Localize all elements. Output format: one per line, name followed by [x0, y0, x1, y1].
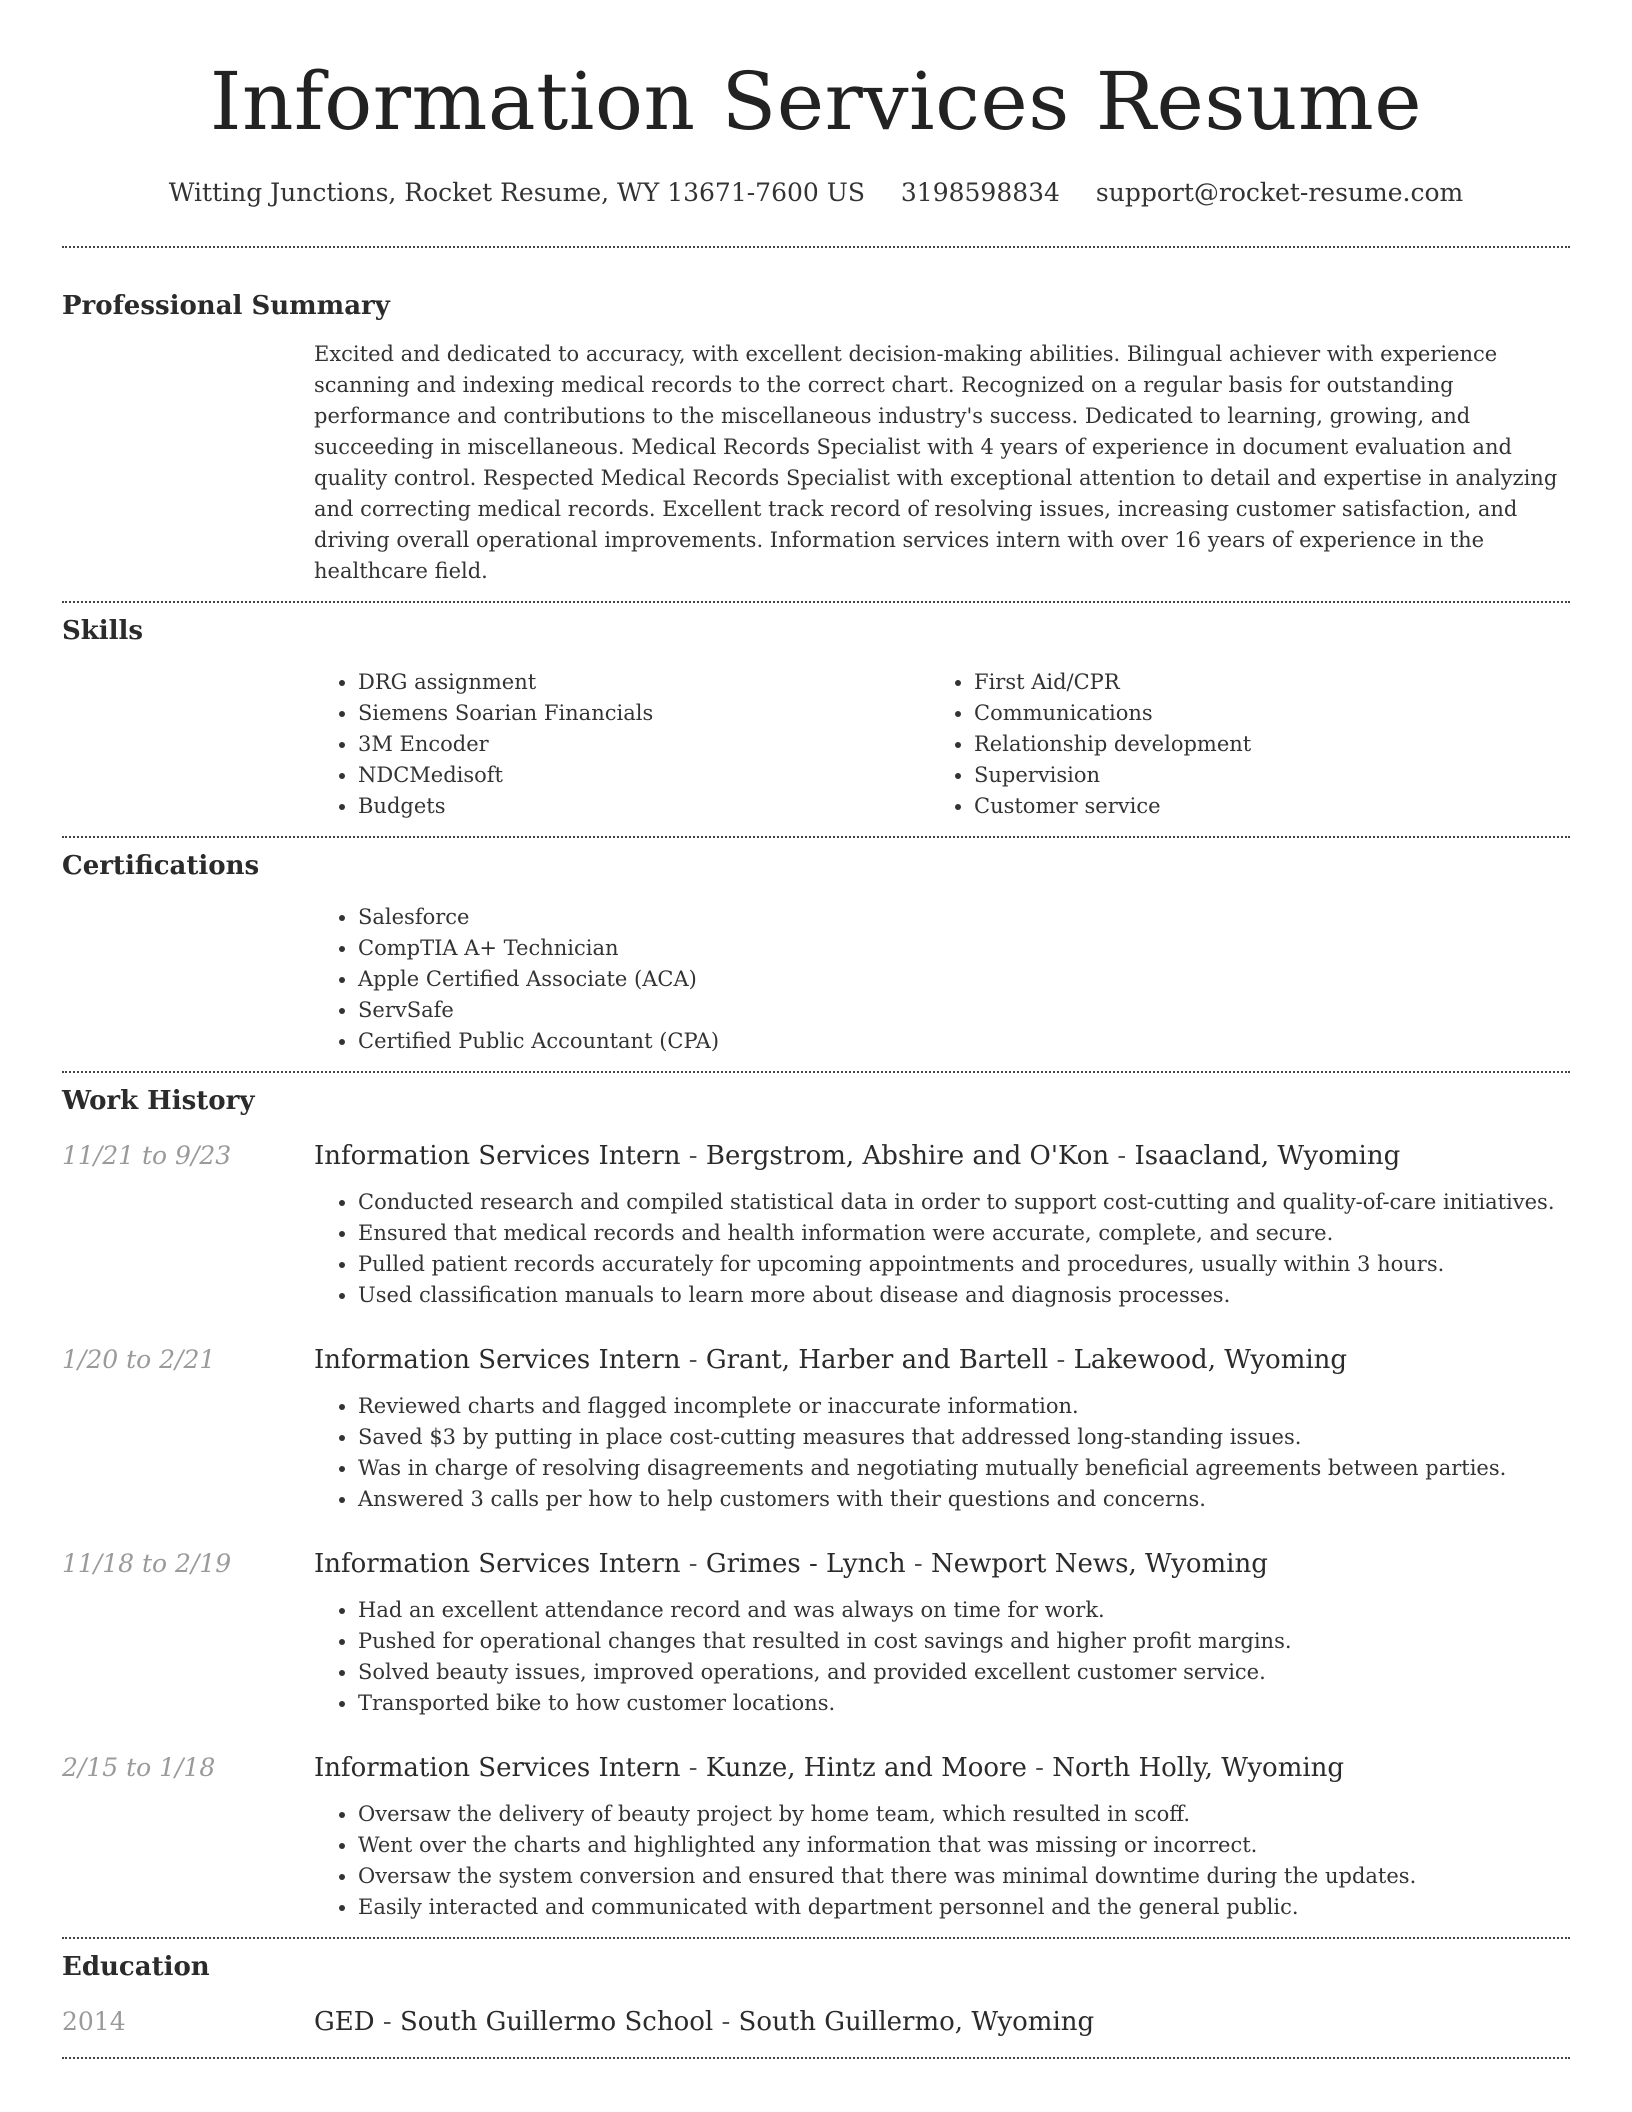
list-item: • Pulled patient records accurately for upcoming appointments and procedures, usually within 3 hours.: [358, 1249, 1570, 1280]
job-bullets: [314, 1391, 1570, 1515]
education-date: 2014: [62, 2007, 126, 2036]
job-company: Grimes - Lynch: [705, 1549, 906, 1579]
job-location: North Holly, Wyoming: [1052, 1753, 1345, 1783]
list-item: • Customer service: [974, 791, 1546, 822]
job-location: Isaacland, Wyoming: [1134, 1141, 1401, 1171]
certifications-list: [314, 902, 1570, 1057]
job-details: [314, 1751, 1570, 1923]
list-item: • Budgets: [358, 791, 930, 822]
list-item: • Used classification manuals to learn more about disease and diagnosis processes.: [358, 1280, 1570, 1311]
job-details: [314, 1139, 1570, 1311]
job-bullets: [314, 1187, 1570, 1311]
list-item: • Supervision: [974, 760, 1546, 791]
contact-address: Witting Junctions, Rocket Resume, WY 13671-7600 US: [168, 178, 865, 207]
job-role: Information Services Intern: [314, 1753, 681, 1783]
certifications-section: [62, 838, 1570, 1057]
job-date: 1/20 to 2/21: [62, 1345, 216, 1374]
list-item: • Certified Public Accountant (CPA): [358, 1026, 1570, 1057]
education-separator: -: [374, 2007, 400, 2037]
list-item: • ServSafe: [358, 995, 1570, 1026]
job-bullets: [314, 1595, 1570, 1719]
job-details: [314, 1547, 1570, 1719]
certifications-heading: Certifications: [62, 851, 260, 881]
job-location: Lakewood, Wyoming: [1073, 1345, 1348, 1375]
skills-list-right: [930, 667, 1546, 822]
education-degree: GED: [314, 2007, 375, 2037]
job-separator: -: [680, 1549, 706, 1579]
list-item: • Saved $3 by putting in place cost-cutting measures that addressed long-standing issues.: [358, 1422, 1570, 1453]
job-title: [314, 1139, 1570, 1173]
job-entry: [62, 1547, 1570, 1719]
list-item: • Salesforce: [358, 902, 1570, 933]
certifications-body: [314, 902, 1570, 1057]
work-history-section: [62, 1073, 1570, 1923]
job-location: Newport News, Wyoming: [930, 1549, 1268, 1579]
job-separator: -: [680, 1753, 706, 1783]
resume-title: Information Services Resume: [209, 55, 1423, 148]
contact-phone: 3198598834: [900, 178, 1060, 207]
job-separator: -: [905, 1549, 931, 1579]
job-title: [314, 1343, 1570, 1377]
summary-body: [314, 339, 1570, 587]
skills-body: [314, 667, 1570, 822]
list-item: • Apple Certified Associate (ACA): [358, 964, 1570, 995]
list-item: • Was in charge of resolving disagreements and negotiating mutually beneficial agreements between parties.: [358, 1453, 1570, 1484]
list-item: • Pushed for operational changes that resulted in cost savings and higher profit margins.: [358, 1626, 1570, 1657]
list-item: • Relationship development: [974, 729, 1546, 760]
contact-email: support@rocket-resume.com: [1095, 178, 1464, 207]
job-separator: -: [1048, 1345, 1074, 1375]
education-divider: [62, 2057, 1570, 2059]
education-entry: [62, 2005, 1570, 2039]
list-item: • Solved beauty issues, improved operations, and provided excellent customer service.: [358, 1657, 1570, 1688]
summary-section: [62, 248, 1570, 587]
list-item: • Oversaw the system conversion and ensured that there was minimal downtime during the updates.: [358, 1861, 1570, 1892]
list-item: • 3M Encoder: [358, 729, 930, 760]
summary-heading: Professional Summary: [62, 291, 390, 321]
list-item: • Had an excellent attendance record and was always on time for work.: [358, 1595, 1570, 1626]
list-item: • DRG assignment: [358, 667, 930, 698]
job-title: [314, 1751, 1570, 1785]
job-entry: [62, 1751, 1570, 1923]
education-location: South Guillermo, Wyoming: [738, 2007, 1095, 2037]
job-role: Information Services Intern: [314, 1345, 681, 1375]
job-entry: [62, 1139, 1570, 1311]
education-heading: Education: [62, 1952, 210, 1982]
job-bullets: [314, 1799, 1570, 1923]
work-history-heading: Work History: [62, 1086, 255, 1116]
job-date: 2/15 to 1/18: [62, 1753, 216, 1782]
job-title: [314, 1547, 1570, 1581]
skills-section: [62, 603, 1570, 822]
list-item: • Answered 3 calls per how to help customers with their questions and concerns.: [358, 1484, 1570, 1515]
education-details: [314, 2005, 1570, 2039]
list-item: • Went over the charts and highlighted any information that was missing or incorrect.: [358, 1830, 1570, 1861]
list-item: • NDCMedisoft: [358, 760, 930, 791]
job-company: Bergstrom, Abshire and O'Kon: [705, 1141, 1110, 1171]
resume-page: [62, 0, 1570, 2059]
contact-line: [62, 176, 1570, 210]
job-company: Grant, Harber and Bartell: [705, 1345, 1049, 1375]
list-item: • Communications: [974, 698, 1546, 729]
list-item: • Ensured that medical records and health information were accurate, complete, and secure.: [358, 1218, 1570, 1249]
list-item: • Reviewed charts and flagged incomplete or inaccurate information.: [358, 1391, 1570, 1422]
job-separator: -: [680, 1141, 706, 1171]
skills-column-right: [930, 667, 1546, 822]
list-item: • Conducted research and compiled statistical data in order to support cost-cutting and quality-of-care initiatives.: [358, 1187, 1570, 1218]
list-item: • CompTIA A+ Technician: [358, 933, 1570, 964]
skills-list-left: [314, 667, 930, 822]
job-separator: -: [680, 1345, 706, 1375]
list-item: • Easily interacted and communicated with department personnel and the general public.: [358, 1892, 1570, 1923]
list-item: • First Aid/CPR: [974, 667, 1546, 698]
job-date: 11/18 to 2/19: [62, 1549, 232, 1578]
job-date: 11/21 to 9/23: [62, 1141, 232, 1170]
skills-column-left: [314, 667, 930, 822]
list-item: • Oversaw the delivery of beauty project by home team, which resulted in scoff.: [358, 1799, 1570, 1830]
education-school: South Guillermo School: [399, 2007, 714, 2037]
summary-text: Excited and dedicated to accuracy, with excellent decision-making abilities. Bilingual achiever with experience scanning and indexing medical records to the correct chart. Recognized on a regular basis for outstanding performance and contributions to the miscellaneous industry's success. Dedicated to learning, growing, and succeeding in miscellaneous. Medical Records Specialist with 4 years of experience in document evaluation and quality control. Respected Medical Records Specialist with exceptional attention to detail and expertise in analyzing and correcting medical records. Excellent track record of resolving issues, increasing customer satisfaction, and driving overall operational improvements. Information services intern with over 16 years of experience in the healthcare field.: [314, 342, 1558, 583]
job-company: Kunze, Hintz and Moore: [705, 1753, 1027, 1783]
education-separator: -: [713, 2007, 739, 2037]
job-separator: -: [1109, 1141, 1135, 1171]
education-title: [314, 2005, 1570, 2039]
job-entry: [62, 1343, 1570, 1515]
job-role: Information Services Intern: [314, 1549, 681, 1579]
skills-heading: Skills: [62, 616, 144, 646]
job-details: [314, 1343, 1570, 1515]
job-separator: -: [1026, 1753, 1053, 1783]
education-section: [62, 1939, 1570, 2039]
list-item: • Transported bike to how customer locations.: [358, 1688, 1570, 1719]
list-item: • Siemens Soarian Financials: [358, 698, 930, 729]
job-role: Information Services Intern: [314, 1141, 681, 1171]
